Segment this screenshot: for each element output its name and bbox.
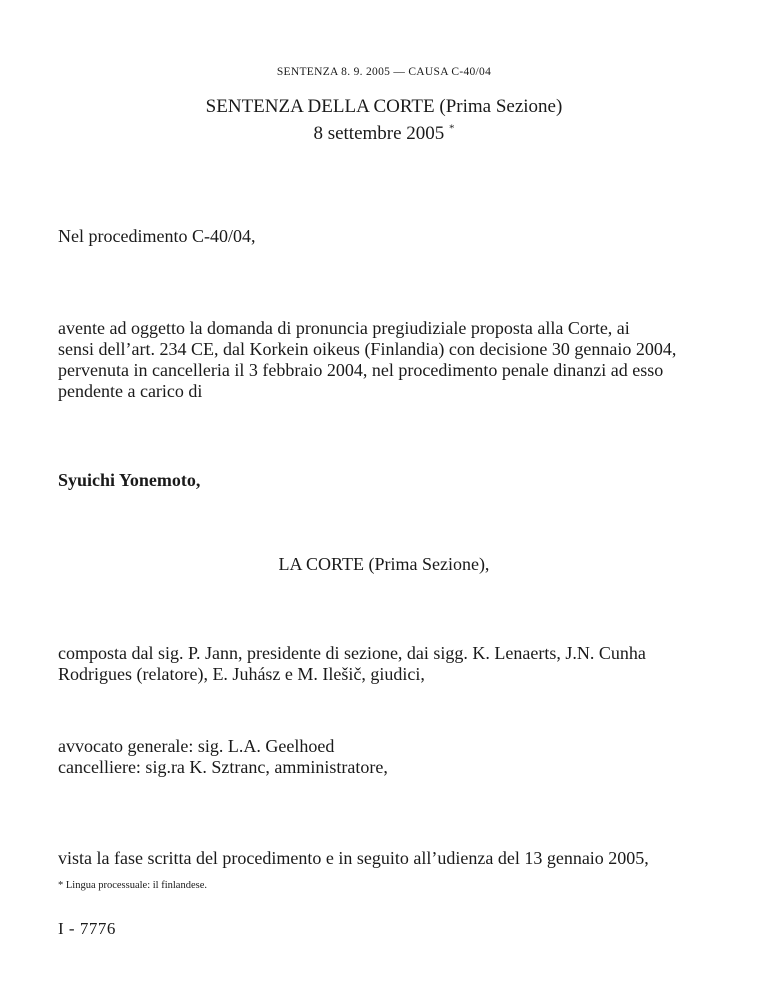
composition-line: composta dal sig. P. Jann, presidente di sezione, dai sigg. K. Lenaerts, J.N. Cunha [58,643,646,663]
running-header: SENTENZA 8. 9. 2005 — CAUSA C-40/04 [276,66,492,78]
court-heading: LA CORTE (Prima Sezione), [278,554,490,574]
officers [58,736,713,778]
date-text: 8 settembre 2005 [313,123,445,144]
referral-object [58,318,713,402]
footnote-marker: * [449,122,455,135]
advocate-general: avvocato generale: sig. L.A. Geelhoed [58,736,335,756]
registrar: cancelliere: sig.ra K. Sztranc, amministratore, [58,757,388,777]
footnote: * Lingua processuale: il finlandese. [58,880,207,891]
composition-line: Rodrigues (relatore), E. Juhász e M. Ilešič, giudici, [58,664,425,684]
court-composition [58,643,713,685]
referral-line: pendente a carico di [58,381,203,401]
judgment-title: SENTENZA DELLA CORTE (Prima Sezione) [205,96,563,117]
procedure-statement: vista la fase scritta del procedimento e in seguito all’udienza del 13 gennaio 2005, [58,848,649,868]
referral-line: sensi dell’art. 234 CE, dal Korkein oikeus (Finlandia) con decisione 30 gennaio 2004, [58,339,677,359]
page-number: I - 7776 [58,919,116,938]
referral-line: pervenuta in cancelleria il 3 febbraio 2004, nel procedimento penale dinanzi ad esso [58,360,664,380]
defendant-name: Syuichi Yonemoto, [58,470,201,490]
case-intro: Nel procedimento C-40/04, [58,226,256,246]
referral-line: avente ad oggetto la domanda di pronuncia pregiudiziale proposta alla Corte, ai [58,318,630,338]
judgment-date [0,123,768,145]
